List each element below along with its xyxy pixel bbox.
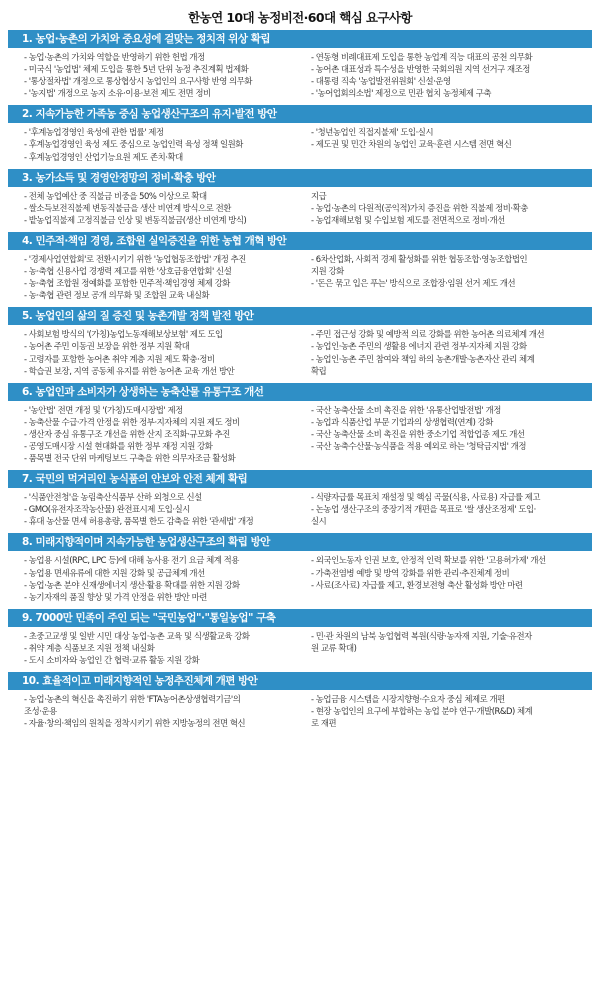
list-item: - 대통령 직속 '농업발전위원회' 신설·운영 bbox=[311, 76, 451, 87]
list-item: - 농·축협 관련 정보 공개 의무화 및 조합원 교육 내실화 bbox=[24, 290, 210, 301]
section-heading: 4. 민주적·책임 경영, 조합원 실익증진을 위한 농협 개혁 방안 bbox=[8, 232, 592, 250]
section-body bbox=[8, 187, 592, 229]
section-column-left bbox=[24, 693, 303, 729]
list-item: - 초중고교생 및 일반 시민 대상 농업·농촌 교육 및 식생활교육 강화 bbox=[24, 630, 250, 641]
list-item: - 미국식 '농업법' 체제 도입을 통한 5년 단위 농정 추진계획 법제화 bbox=[24, 64, 249, 75]
section-heading: 3. 농가소득 및 경영안정망의 정비·확충 방안 bbox=[8, 169, 592, 187]
section-heading: 2. 지속가능한 가족농 중심 농업생산구조의 유지·발전 방안 bbox=[8, 105, 592, 123]
section-column-left bbox=[24, 253, 303, 301]
section-column-right bbox=[303, 404, 582, 464]
list-item: - '농안법' 전면 개정 및 '(가칭)도매시장법' 제정 bbox=[24, 404, 183, 415]
sections-container bbox=[8, 30, 592, 732]
section-column-right bbox=[303, 693, 582, 729]
list-item: - 가축전염병 예방 및 방역 강화를 위한 관리·추진체계 정비 bbox=[311, 567, 510, 578]
section-heading: 9. 7000만 민족이 주인 되는 "국민농업"·"통일농업" 구축 bbox=[8, 609, 592, 627]
list-item: - 학습권 보장, 지역 공동체 유지를 위한 농어촌 교육 개선 방안 bbox=[24, 365, 235, 376]
section-column-right bbox=[303, 554, 582, 602]
list-item: - 농업인·농촌 주민 참여와 책임 하의 농촌개발·농촌자산 관리 체계 bbox=[311, 353, 535, 364]
list-item: - 농기자재의 품질 향상 및 가격 안정을 위한 방안 마련 bbox=[24, 591, 207, 602]
section-column-left bbox=[24, 630, 303, 666]
list-item: - 후계농업경영인 산업기능요원 제도 존치·확대 bbox=[24, 151, 183, 162]
list-item: - 외국인노동자 인권 보호, 안정적 인력 확보를 위한 '고용허가제' 개선 bbox=[311, 555, 546, 566]
list-item: - '돈은 묶고 입은 푸는' 방식으로 조합장·임원 선거 제도 개선 bbox=[311, 278, 516, 289]
section-heading: 7. 국민의 먹거리인 농식품의 안보와 안전 체계 확립 bbox=[8, 470, 592, 488]
section-body bbox=[8, 250, 592, 304]
section-column-left bbox=[24, 554, 303, 602]
section-heading: 8. 미래지향적이며 지속가능한 농업생산구조의 확립 방안 bbox=[8, 533, 592, 551]
list-item: - 6차산업화, 사회적 경제 활성화를 위한 협동조합·영농조합법인 bbox=[311, 253, 528, 264]
list-item: - 주민 접근성 강화 및 예방적 의료 강화를 위한 농어촌 의료체계 개선 bbox=[311, 329, 545, 340]
list-item: - '농지법' 개정으로 농지 소유·이용·보전 제도 전면 정비 bbox=[24, 88, 211, 99]
list-item: - 쌀소득보전직불제 변동직불금을 생산 비연계 방식으로 전환 bbox=[24, 202, 231, 213]
list-item: - 농업과 식품산업 부문 기업과의 상생협력(연계) 강화 bbox=[311, 416, 493, 427]
list-item: - 고령자를 포함한 농어촌 취약 계층 지원 제도 확충·정비 bbox=[24, 353, 215, 364]
section-column-right bbox=[303, 126, 582, 162]
section-column-left bbox=[24, 491, 303, 527]
list-item: - 자율·창의·책임의 원칙을 정착시키기 위한 지방농정의 전면 혁신 bbox=[24, 718, 246, 729]
section-body bbox=[8, 627, 592, 669]
list-item: - 농업·농촌 분야 신재생에너지 생산·활용 확대를 위한 지원 강화 bbox=[24, 579, 240, 590]
list-item: - 연동형 비례대표제 도입을 통한 농업계 직능 대표의 공천 의무화 bbox=[311, 52, 533, 62]
section-column-left bbox=[24, 404, 303, 464]
section-column-left bbox=[24, 51, 303, 99]
section-body bbox=[8, 690, 592, 732]
section-4 bbox=[8, 232, 592, 304]
list-item: - '농어업회의소법' 제정으로 민관 협치 농정체제 구축 bbox=[311, 88, 491, 99]
list-item: - 밭농업직불제 고정직불금 인상 및 변동직불금(생산 비연계 방식) bbox=[24, 214, 247, 225]
section-column-right bbox=[303, 328, 582, 376]
list-item: - '경제사업연합회'로 전환시키기 위한 '농업협동조합법' 개정 추진 bbox=[24, 253, 246, 264]
section-column-right bbox=[303, 51, 582, 99]
section-column-right bbox=[303, 190, 582, 226]
section-heading: 6. 농업인과 소비자가 상생하는 농축산물 유통구조 개선 bbox=[8, 383, 592, 401]
list-item: - 농업재해보험 및 수입보험 제도를 전면적으로 정비·개선 bbox=[311, 214, 505, 225]
section-6 bbox=[8, 383, 592, 467]
section-7 bbox=[8, 470, 592, 530]
section-column-left bbox=[24, 190, 303, 226]
list-item: - 전체 농업예산 중 직불금 비중을 50% 이상으로 확대 bbox=[24, 190, 207, 201]
section-column-left bbox=[24, 126, 303, 162]
list-item: - 생산자 중심 유통구조 개선을 위한 산지 조직화·규모화 추진 bbox=[24, 428, 230, 439]
list-item: 지급 bbox=[311, 190, 327, 201]
section-9 bbox=[8, 609, 592, 669]
list-item: - 제도권 및 민간 차원의 농업인 교육·훈련 시스템 전면 혁신 bbox=[311, 139, 512, 150]
list-item: - 농축산물 수급·가격 안정을 위한 정부·지자체의 지원 제도 정비 bbox=[24, 416, 240, 427]
section-3 bbox=[8, 169, 592, 229]
list-item: - '후계농업경영인 육성에 관한 법률' 제정 bbox=[24, 127, 164, 138]
section-column-right bbox=[303, 491, 582, 527]
list-item: - 농업용 시설(RPC, LPC 등)에 대해 농사용 전기 요금 체계 적용 bbox=[24, 555, 239, 566]
list-item: - '청년농업인 직접지불제' 도입·실시 bbox=[311, 127, 434, 138]
list-item: - 농·축협 조합원 정예화를 포함한 민주적·책임경영 체제 강화 bbox=[24, 278, 230, 289]
list-item: - GMO(유전자조작농산물) 완전표시제 도입·실시 bbox=[24, 504, 190, 515]
list-item: - 현장 농업인의 요구에 부합하는 농업 분야 연구·개발(R&D) 체계 bbox=[311, 706, 533, 717]
section-body bbox=[8, 401, 592, 467]
list-item: - 농·축협 신용사업 경쟁력 제고를 위한 '상호금융연합회' 신설 bbox=[24, 266, 232, 277]
section-body bbox=[8, 551, 592, 605]
list-item: - 식량자급률 목표치 재설정 및 핵심 곡물(식용, 사료용) 자급률 제고 bbox=[311, 492, 540, 503]
list-item: - 국산 농축수산물·농식품을 적용 예외로 하는 '청탁금지법' 개정 bbox=[311, 440, 526, 451]
list-item: - 품목별 전국 단위 마케팅보드 구축을 위한 의무자조금 활성화 bbox=[24, 453, 236, 464]
section-body bbox=[8, 48, 592, 102]
list-item: - '통상절차법' 개정으로 통상협상시 농업인의 요구사항 반영 의무화 bbox=[24, 76, 253, 87]
list-item: 확립 bbox=[311, 365, 327, 376]
list-item: 조성·운용 bbox=[24, 706, 57, 717]
section-column-right bbox=[303, 630, 582, 666]
list-item: - 농업·농촌의 가치와 역할을 반영하기 위한 헌법 개정 bbox=[24, 52, 205, 62]
section-heading: 1. 농업·농촌의 가치와 중요성에 걸맞는 정치적 위상 확립 bbox=[8, 30, 592, 48]
list-item: 실시 bbox=[311, 516, 327, 527]
list-item: - 농어촌 주민 이동권 보장을 위한 정부 지원 확대 bbox=[24, 341, 190, 352]
list-item: - 후계농업경영인 육성 제도 중심으로 농업인력 육성 정책 일원화 bbox=[24, 139, 243, 150]
list-item: - 농업인·농촌 주민의 생활용 에너지 관련 정부·지자체 지원 강화 bbox=[311, 341, 527, 352]
list-item: - 사회보험 방식의 '(가칭)농업노동재해보상보험' 제도 도입 bbox=[24, 329, 223, 340]
list-item: - 민·관 차원의 남북 농업협력 복원(식량·농자재 지원, 기술·유전자 bbox=[311, 630, 532, 641]
list-item: - 논농업 생산구조의 중장기적 개편을 목표로 '쌀 생산조정제' 도입· bbox=[311, 504, 536, 515]
section-column-left bbox=[24, 328, 303, 376]
section-8 bbox=[8, 533, 592, 605]
list-item: - 도시 소비자와 농업인 간 협력·교류 활동 지원 강화 bbox=[24, 655, 200, 665]
section-body bbox=[8, 123, 592, 165]
section-body bbox=[8, 325, 592, 379]
page-title: 한농연 10대 농정비전·60대 핵심 요구사항 bbox=[188, 10, 412, 25]
section-column-right bbox=[303, 253, 582, 301]
list-item: - 농업금융 시스템을 시장지향형·수요자 중심 체제로 개편 bbox=[311, 694, 505, 705]
section-body bbox=[8, 488, 592, 530]
list-item: 지원 강화 bbox=[311, 266, 344, 277]
list-item: - 국산 농축산물 소비 촉진을 위한 중소기업 적합업종 제도 개선 bbox=[311, 428, 525, 439]
list-item: - 취약 계층 식품보조 지원 정책 내실화 bbox=[24, 642, 155, 653]
list-item: - 공영도매시장 시설 현대화를 위한 정부 재정 지원 강화 bbox=[24, 440, 213, 451]
section-5 bbox=[8, 307, 592, 379]
list-item: - 농업용 면세유류에 대한 지원 강화 및 공급체계 개선 bbox=[24, 567, 205, 578]
list-item: - 휴대 농산물 면세 허용총량, 품목별 한도 감축을 위한 '관세법' 개정 bbox=[24, 516, 254, 527]
list-item: - 농어촌 대표성과 특수성을 반영한 국회의원 지역 선거구 재조정 bbox=[311, 64, 530, 75]
section-heading: 10. 효율적이고 미래지향적인 농정추진체계 개편 방안 bbox=[8, 672, 592, 690]
list-item: - 국산 농축산물 소비 촉진을 위한 '유통산업발전법' 개정 bbox=[311, 404, 501, 415]
list-item: - 사료(조사료) 자급률 제고, 환경보전형 축산 활성화 방안 마련 bbox=[311, 579, 523, 590]
list-item: 원 교류 확대) bbox=[311, 642, 357, 653]
section-10 bbox=[8, 672, 592, 732]
section-heading: 5. 농업인의 삶의 질 증진 및 농촌개발 정책 발전 방안 bbox=[8, 307, 592, 325]
section-2 bbox=[8, 105, 592, 165]
list-item: - '식품안전청'을 농림축산식품부 산하 외청으로 신설 bbox=[24, 492, 202, 503]
list-item: - 농업·농촌의 다원적(공익적)가치 증진을 위한 직불제 정비·확충 bbox=[311, 202, 528, 213]
section-1 bbox=[8, 30, 592, 102]
list-item: - 농업·농촌의 혁신을 촉진하기 위한 'FTA농어촌상생협력기금'의 bbox=[24, 694, 241, 705]
list-item: 로 재편 bbox=[311, 718, 337, 729]
